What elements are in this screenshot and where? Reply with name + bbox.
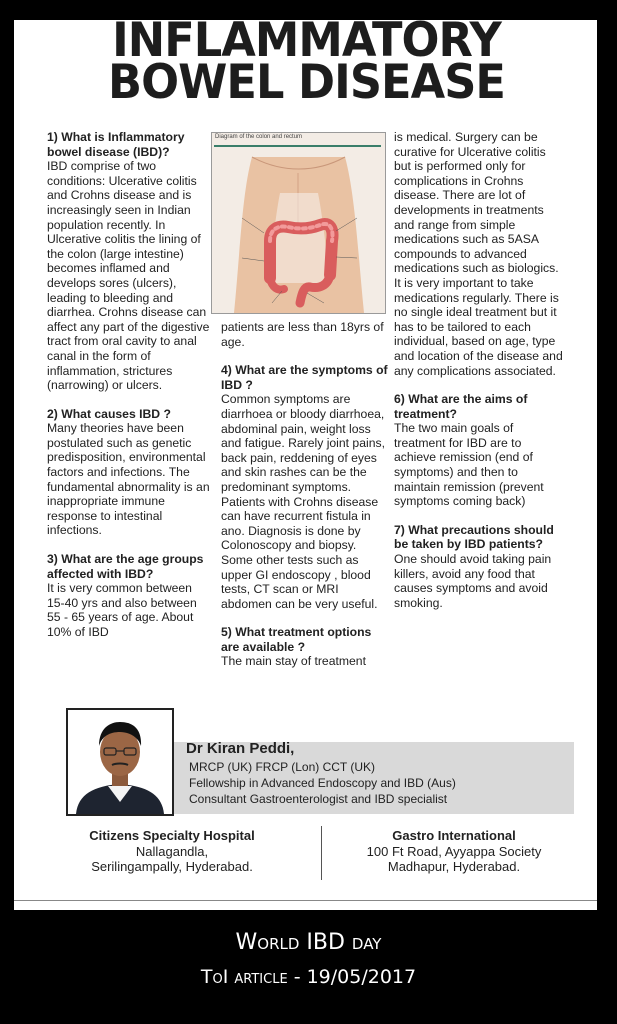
column-2 bbox=[221, 320, 391, 669]
question-4: 4) What are the symptoms of IBD ? bbox=[221, 363, 388, 392]
answer-5: The main stay of treatment bbox=[221, 654, 366, 669]
doctor-name: Dr Kiran Peddi, bbox=[186, 740, 295, 757]
answer-2: Many theories have been postulated such as genetic predisposition, environmental factors and infections. The fundamental abnormality is an inappropriate immune response to intestinal infections. bbox=[47, 421, 210, 538]
doctor-credential-1: MRCP (UK) FRCP (Lon) CCT (UK) bbox=[189, 760, 376, 774]
title-line-1: INFLAMMATORY bbox=[112, 20, 501, 68]
doctor-credential-3: Consultant Gastroenterologist and IBD specialist bbox=[189, 792, 448, 806]
caption-subtitle: ToI article - 19/05/2017 bbox=[200, 966, 417, 988]
question-5: 5) What treatment options are available ? bbox=[221, 625, 372, 654]
hospital-right bbox=[329, 828, 579, 875]
question-2: 2) What causes IBD ? bbox=[47, 406, 171, 421]
hospital-right-line-2: Madhapur, Hyderabad. bbox=[387, 859, 521, 874]
doctor-credential-2: Fellowship in Advanced Endoscopy and IBD (Aus) bbox=[189, 776, 456, 790]
hospital-divider bbox=[321, 826, 322, 880]
doctor-profile bbox=[66, 708, 574, 816]
hospital-right-line-1: 100 Ft Road, Ayyappa Society bbox=[366, 843, 542, 859]
newspaper-clipping bbox=[14, 20, 597, 910]
answer-5-continued: is medical. Surgery can be curative for Ulcerative colitis but is performed only for complications in Crohns disease. There are lot of developments in treatments and range from simple medications such as 5ASA compounds to advanced medications such as biologics. It is very important to take medications regularly. There is no single ideal treatment but it has to be tailored to each individual, based on age, type and location of the disease and any complications associated. bbox=[394, 130, 563, 378]
article-title bbox=[48, 20, 566, 110]
doctor-photo bbox=[66, 708, 174, 816]
doctor-portrait-icon bbox=[68, 710, 172, 814]
caption-title: World IBD day bbox=[235, 930, 382, 955]
torso-illustration bbox=[212, 133, 385, 313]
question-6: 6) What are the aims of treatment? bbox=[394, 392, 528, 421]
hospital-left bbox=[47, 828, 297, 875]
question-3: 3) What are the age groups affected with IBD? bbox=[47, 552, 204, 581]
title-line-2: BOWEL DISEASE bbox=[108, 55, 505, 110]
question-7: 7) What precautions should be taken by IBD patients? bbox=[394, 522, 554, 552]
colon-diagram bbox=[211, 132, 386, 314]
answer-1: IBD comprise of two conditions: Ulcerative colitis and Crohns disease and is increasingly seen in Indian population recently. In Ulcerative colitis the lining of the colon (large intestine) becomes inflamed and develops sores (ulcers), leading to bleeding and diarrhea. Crohns disease can affect any part of the digestive tract from oral cavity to anal canal in the form of inflammation, strictures (narrowing) or ulcers. bbox=[47, 159, 210, 393]
answer-4: Common symptoms are diarrhoea or bloody diarrhoea, abdominal pain, weight loss and fatigue. Rarely joint pains, back pain, reddening of eyes and skin rashes can be the predominant symptoms. Patients with Crohns disease can have recurrent fistula in ano. Diagnosis is done by Colonoscopy and biopsy. Some other tests such as upper GI endoscopy , blood tests, CT scan or MRI abdomen can be very useful. bbox=[221, 392, 385, 611]
answer-7: One should avoid taking pain killers, avoid any food that causes symptoms and avoid smoking. bbox=[394, 552, 552, 610]
hospital-right-name: Gastro International bbox=[392, 828, 516, 843]
bottom-rule bbox=[14, 900, 597, 901]
column-1 bbox=[47, 130, 212, 640]
answer-6: The two main goals of treatment for IBD are to achieve remission (end of symptoms) and then to maintain remission (prevent symptoms coming back) bbox=[394, 421, 544, 509]
column-3 bbox=[394, 130, 564, 610]
answer-3: It is very common between 15-40 yrs and also between 55 - 65 years of age. About 10% of IBD bbox=[47, 581, 197, 639]
hospital-left-line-1: Nallagandla, bbox=[135, 843, 209, 859]
hospital-left-line-2: Serilingampally, Hyderabad. bbox=[91, 859, 253, 874]
answer-3-continued: patients are less than 18yrs of age. bbox=[221, 320, 384, 349]
question-1: 1) What is Inflammatory bowel disease (IBD)? bbox=[47, 130, 185, 159]
hospital-addresses bbox=[47, 820, 577, 882]
diagram-caption: Diagram of the colon and rectum bbox=[215, 134, 303, 140]
hospital-left-name: Citizens Specialty Hospital bbox=[89, 828, 255, 843]
